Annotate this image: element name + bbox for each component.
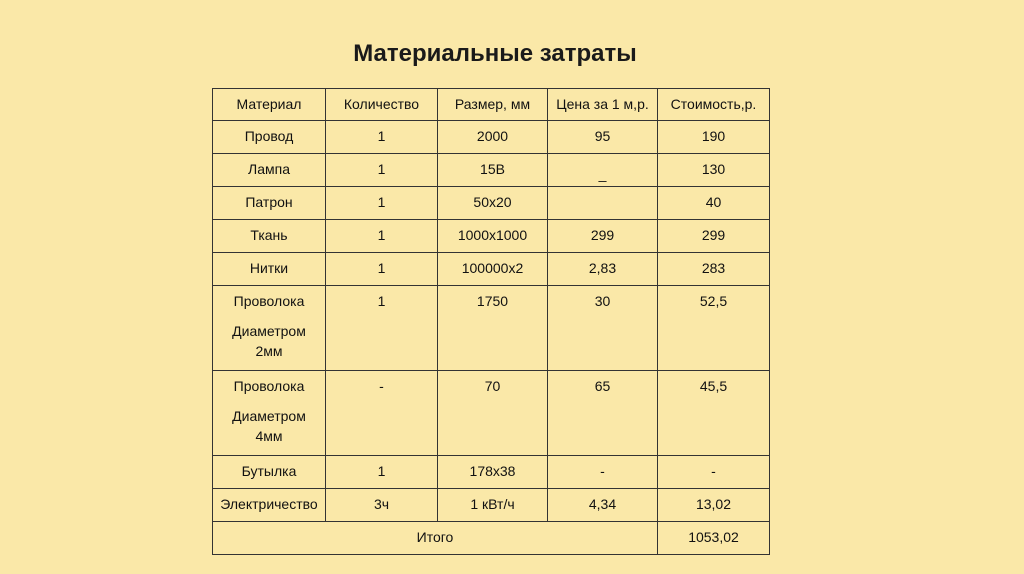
cell-quantity: 1 <box>326 220 438 253</box>
cell-price: 65 <box>548 371 658 456</box>
cell-cost: 190 <box>658 121 770 154</box>
table-row <box>213 253 770 286</box>
cell-quantity: 3ч <box>326 489 438 522</box>
table-row <box>213 121 770 154</box>
header-size: Размер, мм <box>438 89 548 121</box>
total-row <box>213 522 770 555</box>
cell-price <box>548 154 658 187</box>
cell-cost: 40 <box>658 187 770 220</box>
material-line: Диаметром <box>232 408 306 424</box>
table-row <box>213 187 770 220</box>
header-material: Материал <box>213 89 326 121</box>
material-line: Диаметром <box>232 323 306 339</box>
material-line: Проволока <box>233 293 305 309</box>
cell-size: 70 <box>438 371 548 456</box>
cell-price: 95 <box>548 121 658 154</box>
table-row <box>213 154 770 187</box>
cell-price: - <box>548 456 658 489</box>
material-costs-table <box>212 88 770 555</box>
cell-size: 1000х1000 <box>438 220 548 253</box>
cell-material: Нитки <box>213 253 326 286</box>
table-header-row <box>213 89 770 121</box>
cell-material: Электричество <box>213 489 326 522</box>
material-line: 2мм <box>255 343 283 359</box>
cell-cost: 45,5 <box>658 371 770 456</box>
cell-quantity: 1 <box>326 121 438 154</box>
cell-cost: 130 <box>658 154 770 187</box>
cell-price: 30 <box>548 286 658 371</box>
table-row <box>213 286 770 371</box>
cell-size: 178х38 <box>438 456 548 489</box>
material-line: Проволока <box>233 378 305 394</box>
cell-material: Провод <box>213 121 326 154</box>
cell-size: 2000 <box>438 121 548 154</box>
cell-quantity: - <box>326 371 438 456</box>
material-line: 4мм <box>255 428 283 444</box>
cell-cost: - <box>658 456 770 489</box>
cell-quantity: 1 <box>326 286 438 371</box>
cell-cost: 299 <box>658 220 770 253</box>
cell-cost: 283 <box>658 253 770 286</box>
total-label: Итого <box>213 522 658 555</box>
cell-cost: 13,02 <box>658 489 770 522</box>
cell-size: 1750 <box>438 286 548 371</box>
cell-price: 2,83 <box>548 253 658 286</box>
cell-size: 50х20 <box>438 187 548 220</box>
cell-cost: 52,5 <box>658 286 770 371</box>
cell-quantity: 1 <box>326 154 438 187</box>
cell-price: 299 <box>548 220 658 253</box>
cell-price <box>548 187 658 220</box>
cell-quantity: 1 <box>326 253 438 286</box>
total-value: 1053,02 <box>658 522 770 555</box>
cell-material: Патрон <box>213 187 326 220</box>
cell-price-value: _ <box>598 166 607 182</box>
cell-material <box>213 371 326 456</box>
cell-size: 100000х2 <box>438 253 548 286</box>
table-row <box>213 220 770 253</box>
cell-price: 4,34 <box>548 489 658 522</box>
table-row <box>213 456 770 489</box>
header-price: Цена за 1 м,р. <box>548 89 658 121</box>
header-cost: Стоимость,р. <box>658 89 770 121</box>
table-row <box>213 371 770 456</box>
cell-material: Лампа <box>213 154 326 187</box>
cell-quantity: 1 <box>326 456 438 489</box>
slide-title: Материальные затраты <box>353 40 637 67</box>
cell-material: Бутылка <box>213 456 326 489</box>
header-quantity: Количество <box>326 89 438 121</box>
cell-size: 1 кВт/ч <box>438 489 548 522</box>
cell-quantity: 1 <box>326 187 438 220</box>
cell-material: Ткань <box>213 220 326 253</box>
cell-material <box>213 286 326 371</box>
table-row <box>213 489 770 522</box>
cell-size: 15В <box>438 154 548 187</box>
